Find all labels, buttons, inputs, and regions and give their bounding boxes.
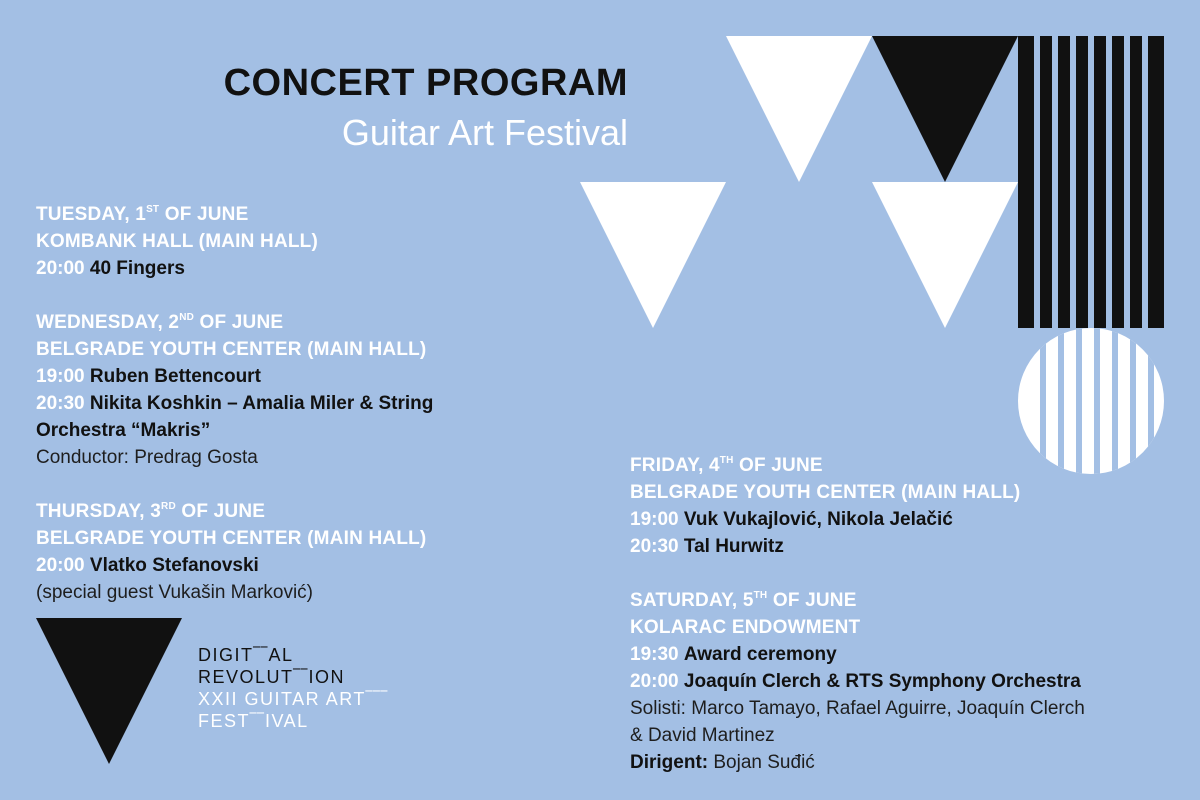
venue-name: KOMBANK HALL (MAIN HALL) [36, 231, 319, 252]
black-stripes [1018, 36, 1164, 328]
event-time: 20:00 [36, 555, 85, 576]
event-row [630, 533, 1020, 560]
white-triangle-top [726, 36, 872, 182]
day-heading: FRIDAY, 4TH OF JUNE [630, 455, 823, 476]
conductor-line [630, 749, 1085, 776]
event-row [36, 390, 433, 417]
logo-line-2: REVOLUT‾‾ION [198, 667, 346, 687]
event-row [36, 255, 318, 282]
day-block-saturday [630, 582, 1085, 776]
event-time: 19:00 [630, 509, 679, 530]
logo-line-3: XXII GUITAR ART‾‾‾ [198, 689, 389, 709]
event-time: 19:00 [36, 366, 85, 387]
event-time: 20:00 [36, 258, 85, 279]
venue-name: BELGRADE YOUTH CENTER (MAIN HALL) [630, 482, 1021, 503]
event-row [36, 552, 426, 579]
striped-circle [1018, 328, 1164, 474]
festival-logo-text [198, 644, 388, 732]
black-triangle-logo [36, 618, 182, 764]
event-row [36, 363, 433, 390]
event-act: Vlatko Stefanovski [89, 555, 259, 576]
venue-name: BELGRADE YOUTH CENTER (MAIN HALL) [36, 339, 427, 360]
page-title: CONCERT PROGRAM [223, 62, 628, 104]
day-block-wednesday [36, 304, 433, 471]
venue-name: BELGRADE YOUTH CENTER (MAIN HALL) [36, 528, 427, 549]
day-block-thursday [36, 493, 426, 606]
day-heading: WEDNESDAY, 2ND OF JUNE [36, 312, 284, 333]
event-act: Tal Hurwitz [683, 536, 784, 557]
conductor-name: Bojan Suđić [708, 752, 815, 773]
logo-line-1: DIGIT‾‾AL [198, 645, 294, 665]
event-row [630, 506, 1020, 533]
event-act: Vuk Vukajlović, Nikola Jelačić [683, 509, 953, 530]
event-time: 20:30 [630, 536, 679, 557]
event-row [630, 668, 1085, 695]
white-triangle-left [580, 182, 726, 328]
soloists-line-continued: & David Martinez [630, 725, 775, 746]
event-act: Nikita Koshkin – Amalia Miler & String [89, 393, 434, 414]
event-time: 19:30 [630, 644, 679, 665]
white-triangle-right [872, 182, 1018, 328]
black-triangle-top [872, 36, 1018, 182]
event-act: Joaquín Clerch & RTS Symphony Orchestra [683, 671, 1081, 692]
event-act: Award ceremony [683, 644, 837, 665]
day-heading: SATURDAY, 5TH OF JUNE [630, 590, 857, 611]
event-act-continued: Orchestra “Makris” [36, 420, 211, 441]
event-row [630, 641, 1085, 668]
soloists-line: Solisti: Marco Tamayo, Rafael Aguirre, Joaquín Clerch [630, 698, 1085, 719]
day-block-tuesday [36, 196, 318, 282]
event-note: (special guest Vukašin Marković) [36, 582, 314, 603]
day-block-friday [630, 447, 1020, 560]
event-time: 20:30 [36, 393, 85, 414]
conductor-label: Dirigent: [630, 752, 709, 773]
day-heading: TUESDAY, 1ST OF JUNE [36, 204, 249, 225]
event-act: 40 Fingers [89, 258, 185, 279]
day-heading: THURSDAY, 3RD OF JUNE [36, 501, 266, 522]
event-act: Ruben Bettencourt [89, 366, 261, 387]
venue-name: KOLARAC ENDOWMENT [630, 617, 861, 638]
logo-line-4: FEST‾‾IVAL [198, 711, 309, 731]
event-time: 20:00 [630, 671, 679, 692]
page-subtitle: Guitar Art Festival [341, 112, 628, 153]
event-note: Conductor: Predrag Gosta [36, 447, 258, 468]
